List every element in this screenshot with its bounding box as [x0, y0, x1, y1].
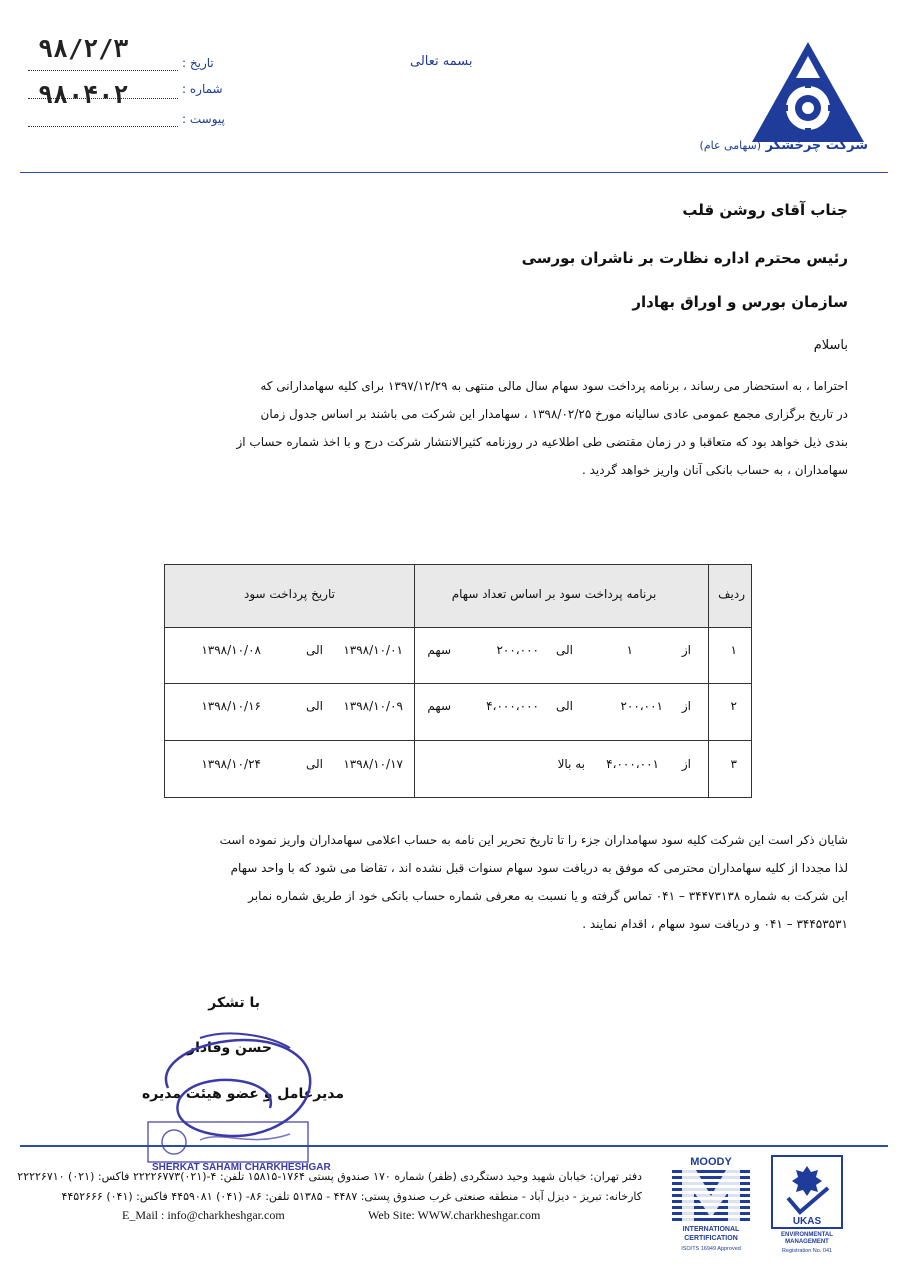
moody-certification-logo	[668, 1154, 754, 1254]
row-divider	[165, 683, 751, 684]
moody-name: MOODY	[690, 1156, 732, 1168]
ukas-line-1: ENVIRONMENTAL	[781, 1232, 833, 1238]
ukas-name: UKAS	[792, 1216, 822, 1227]
row-divider	[165, 740, 751, 741]
from-label: از	[681, 699, 691, 713]
dividend-schedule-table	[164, 564, 752, 798]
end-date: ۱۳۹۸/۱۰/۰۸	[201, 643, 261, 657]
row-number: ۲	[730, 699, 737, 713]
until-label: الی	[306, 643, 323, 657]
moody-line-1: INTERNATIONAL	[682, 1226, 740, 1233]
paragraph-line: لذا مجددا از کلیه سهامداران محترمی که موفق به دریافت سود سهام سنوات قبل نشده اند ، تقاضا می شود که با واحد سهام	[230, 861, 848, 875]
number-label: شماره :	[182, 82, 223, 96]
date-line	[28, 70, 178, 71]
moody-line-2: CERTIFICATION	[684, 1235, 738, 1242]
paragraph-line: در تاریخ برگزاری مجمع عمومی عادی سالیانه مورخ ۱۳۹۸/۰۲/۲۵ ، سهامدار این شرکت می باشند بر اساس جدول زمان	[260, 407, 848, 421]
company-name-block	[700, 138, 868, 153]
paragraph-line: سهامداران ، به حساب بانکی آنان واریز خواهد گردید .	[582, 463, 848, 477]
to-label: الی	[556, 643, 573, 657]
until-label: الی	[306, 757, 323, 771]
greeting: باسلام	[813, 338, 848, 353]
footer-website: Web Site: WWW.charkheshgar.com	[368, 1208, 541, 1222]
unit-label: سهم	[427, 699, 451, 713]
start-date: ۱۳۹۸/۱۰/۰۹	[343, 699, 403, 713]
ukas-registration: Registration No. 041	[781, 1248, 833, 1254]
until-label: الی	[306, 699, 323, 713]
footer-divider	[20, 1145, 888, 1147]
body-paragraph-1	[76, 372, 848, 484]
row-number: ۱	[730, 643, 737, 657]
start-date: ۱۳۹۸/۱۰/۱۷	[343, 757, 403, 771]
moody-iso: ISO/TS 16949 Approved	[681, 1246, 741, 1252]
column-divider	[708, 565, 709, 797]
start-date: ۱۳۹۸/۱۰/۰۱	[343, 643, 403, 657]
date-label: تاریخ :	[182, 56, 214, 70]
attachment-line	[28, 126, 178, 127]
to-value: ۲۰۰،۰۰۰	[496, 643, 539, 657]
addressee-line-3: سازمان بورس و اوراق بهادار	[632, 293, 848, 311]
header-payment-date: تاریخ پرداخت سود	[244, 587, 335, 601]
ukas-line-2: MANAGEMENT	[785, 1239, 829, 1245]
paragraph-line: ۳۴۴۵۳۵۳۱ – ۰۴۱ و دریافت سود سهام ، اقدام نمایند .	[582, 917, 848, 931]
from-label: از	[681, 757, 691, 771]
end-date: ۱۳۹۸/۱۰/۲۴	[201, 757, 261, 771]
footer-email: E_Mail : info@charkheshgar.com	[122, 1208, 285, 1222]
body-paragraph-2	[76, 826, 848, 938]
from-value: ۱	[626, 643, 633, 657]
column-divider	[414, 565, 415, 797]
ukas-certification-logo	[764, 1154, 850, 1254]
paragraph-line: این شرکت به شماره ۳۴۴۷۳۱۳۸ – ۰۴۱ تماس گرفته و یا نسبت به معرفی شماره حساب بانکی خود از طریق شماره نمابر	[248, 889, 848, 903]
end-date: ۱۳۹۸/۱۰/۱۶	[201, 699, 261, 713]
paragraph-line: بندی ذیل خواهد بود که متعاقبا و در زمان مقتضی طی اطلاعیه‌ در روزنامه کثیرالانتشار شرکت درج و با اخذ شماره حساب از	[236, 435, 848, 449]
number-value: ۹۸۰۴۰۲	[38, 80, 129, 109]
from-value: ۲۰۰،۰۰۱	[620, 699, 663, 713]
paragraph-line: شایان ذکر است این شرکت کلیه سود سهامداران جزء را تا تاریخ تحریر این نامه به حساب اعلامی سهامداران واریز نموده است	[219, 833, 848, 847]
footer-factory: کارخانه: تبریز - دیزل آباد - منطقه صنعتی غرب صندوق پستی: ۴۴۸۷ - ۵۱۳۸۵ تلفن: ۸۶- (۰۴۱) ۴۴۵۹۰۸۱ فاکس: (۰۴۱) ۴۴۵۲۶۶۶	[61, 1190, 642, 1203]
header-divider	[20, 172, 888, 173]
addressee-line-1: جناب آقای روشن قلب	[682, 201, 848, 219]
signer-title: مدیرعامل و عضو هیئت مدیره	[142, 1086, 344, 1102]
from-label: از	[681, 643, 691, 657]
to-value: ۴،۰۰۰،۰۰۰	[486, 699, 539, 713]
row-number: ۳	[730, 757, 737, 771]
header-row-number: ردیف	[718, 587, 745, 601]
paragraph-line: احتراما ، به استحضار می رساند ، برنامه پرداخت سود سهام سال مالی منتهی به ۱۳۹۷/۱۲/۲۹ برای کلیه سهامدارانی که	[260, 379, 848, 393]
bismillah-heading: بسمه تعالی	[410, 54, 473, 69]
company-name: شرکت چرخشگر	[765, 138, 868, 153]
signer-name: حسن وفادار	[187, 1040, 272, 1056]
footer-tehran-office: دفتر تهران: خیابان شهید وحید دستگردی (ظفر) شماره ۱۷۰ صندوق پستی ۱۷۶۴-۱۵۸۱۵ تلفن: ۴-(۰۲۱)۲۲۲۲۶۷۷۳ فاکس: (۰۲۱) ۲۲۲۲۶۷۱۰	[17, 1170, 642, 1183]
to-label: به بالا	[557, 757, 585, 771]
from-value: ۴،۰۰۰،۰۰۱	[606, 757, 659, 771]
addressee-line-2: رئیس محترم اداره نظارت بر ناشران بورسی	[521, 249, 848, 267]
header-program: برنامه پرداخت سود بر اساس تعداد سهام	[451, 587, 657, 601]
date-value: ۹۸/۲/۳	[38, 34, 129, 63]
attachment-label: پیوست :	[182, 112, 225, 126]
stamp-text: SHERKAT SAHAMI CHARKHESHGAR	[152, 1162, 331, 1173]
closing-thanks: با تشکر	[208, 995, 260, 1011]
signature-and-stamp	[140, 1018, 350, 1178]
company-subtitle: (سهامی عام)	[699, 139, 762, 152]
unit-label: سهم	[427, 643, 451, 657]
to-label: الی	[556, 699, 573, 713]
